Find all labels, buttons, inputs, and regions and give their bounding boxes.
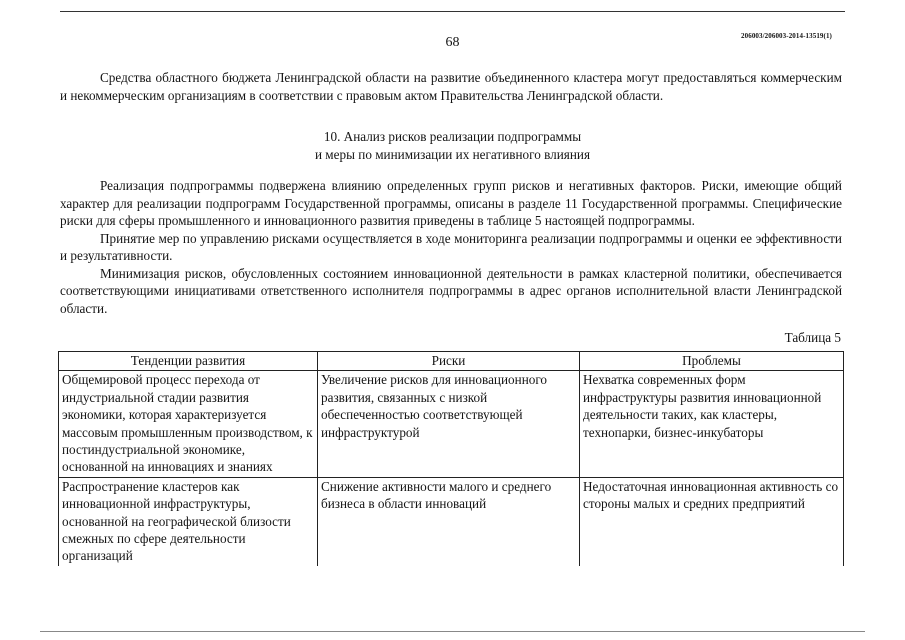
body-text — [60, 177, 842, 317]
cell-risk: Снижение активности малого и среднего бизнеса в области инноваций — [318, 477, 580, 566]
header-risks: Риски — [318, 352, 580, 371]
paragraph-risk-management: Принятие мер по управлению рисками осуществляется в ходе мониторинга реализации подпрограммы и оценки ее эффективности и результативности. — [60, 230, 842, 263]
page-number: 68 — [445, 35, 460, 50]
cell-trend: Распространение кластеров как инновационной инфраструктуры, основанной на географической близости смежных по сфере деятельности организаций — [59, 477, 318, 566]
section-heading — [0, 128, 905, 164]
cell-trend: Общемировой процесс перехода от индустриальной стадии развития экономики, которая характеризуется массовым промышленным производством, к постиндустриальной экономике, основанной на инновациях и знаниях — [59, 371, 318, 477]
top-rule — [60, 11, 845, 12]
section-title-line-2: и меры по минимизации их негативного влияния — [314, 147, 591, 162]
intro-paragraph: Средства областного бюджета Ленинградской области на развитие объединенного кластера могут предоставляться коммерческим и некоммерческим организациям в соответствии с правовым актом Правительства Ленинградской области. — [60, 70, 842, 103]
table-header-row — [59, 352, 844, 371]
paragraph-risk-minimization: Минимизация рисков, обусловленных состоянием инновационной деятельности в рамках кластерной политики, обеспечивается соответствующими инициативами ответственного исполнителя подпрограммы в адрес органов исполнительной власти Ленинградской области. — [60, 265, 842, 316]
paragraph-risks-overview: Реализация подпрограммы подвержена влиянию определенных групп рисков и негативных факторов. Риски, имеющие общий характер для реализации подпрограмм Государственной программы, описаны в разделе 11 Государственной программы. Специфические риски для сферы промышленного и инновационного развития приведены в таблице 5 настоящей подпрограммы. — [60, 178, 842, 228]
cell-problem: Недостаточная инновационная активность со стороны малых и средних предприятий — [580, 477, 844, 566]
table-label: Таблица 5 — [784, 330, 841, 345]
document-code: 206003/206003-2014-13519(1) — [741, 32, 832, 40]
table-row — [59, 477, 844, 566]
header-problems: Проблемы — [580, 352, 844, 371]
bottom-rule — [40, 631, 865, 632]
section-title-line-1: 10. Анализ рисков реализации подпрограммы — [323, 129, 582, 144]
header-trends: Тенденции развития — [59, 352, 318, 371]
cell-problem: Нехватка современных форм инфраструктуры развития инновационной деятельности таких, как кластеры, технопарки, бизнес-инкубаторы — [580, 371, 844, 477]
table-row — [59, 371, 844, 477]
risk-table — [58, 351, 844, 566]
cell-risk: Увеличение рисков для инновационного развития, связанных с низкой обеспеченностью соответствующей инфраструктурой — [318, 371, 580, 477]
intro-section — [60, 69, 842, 104]
